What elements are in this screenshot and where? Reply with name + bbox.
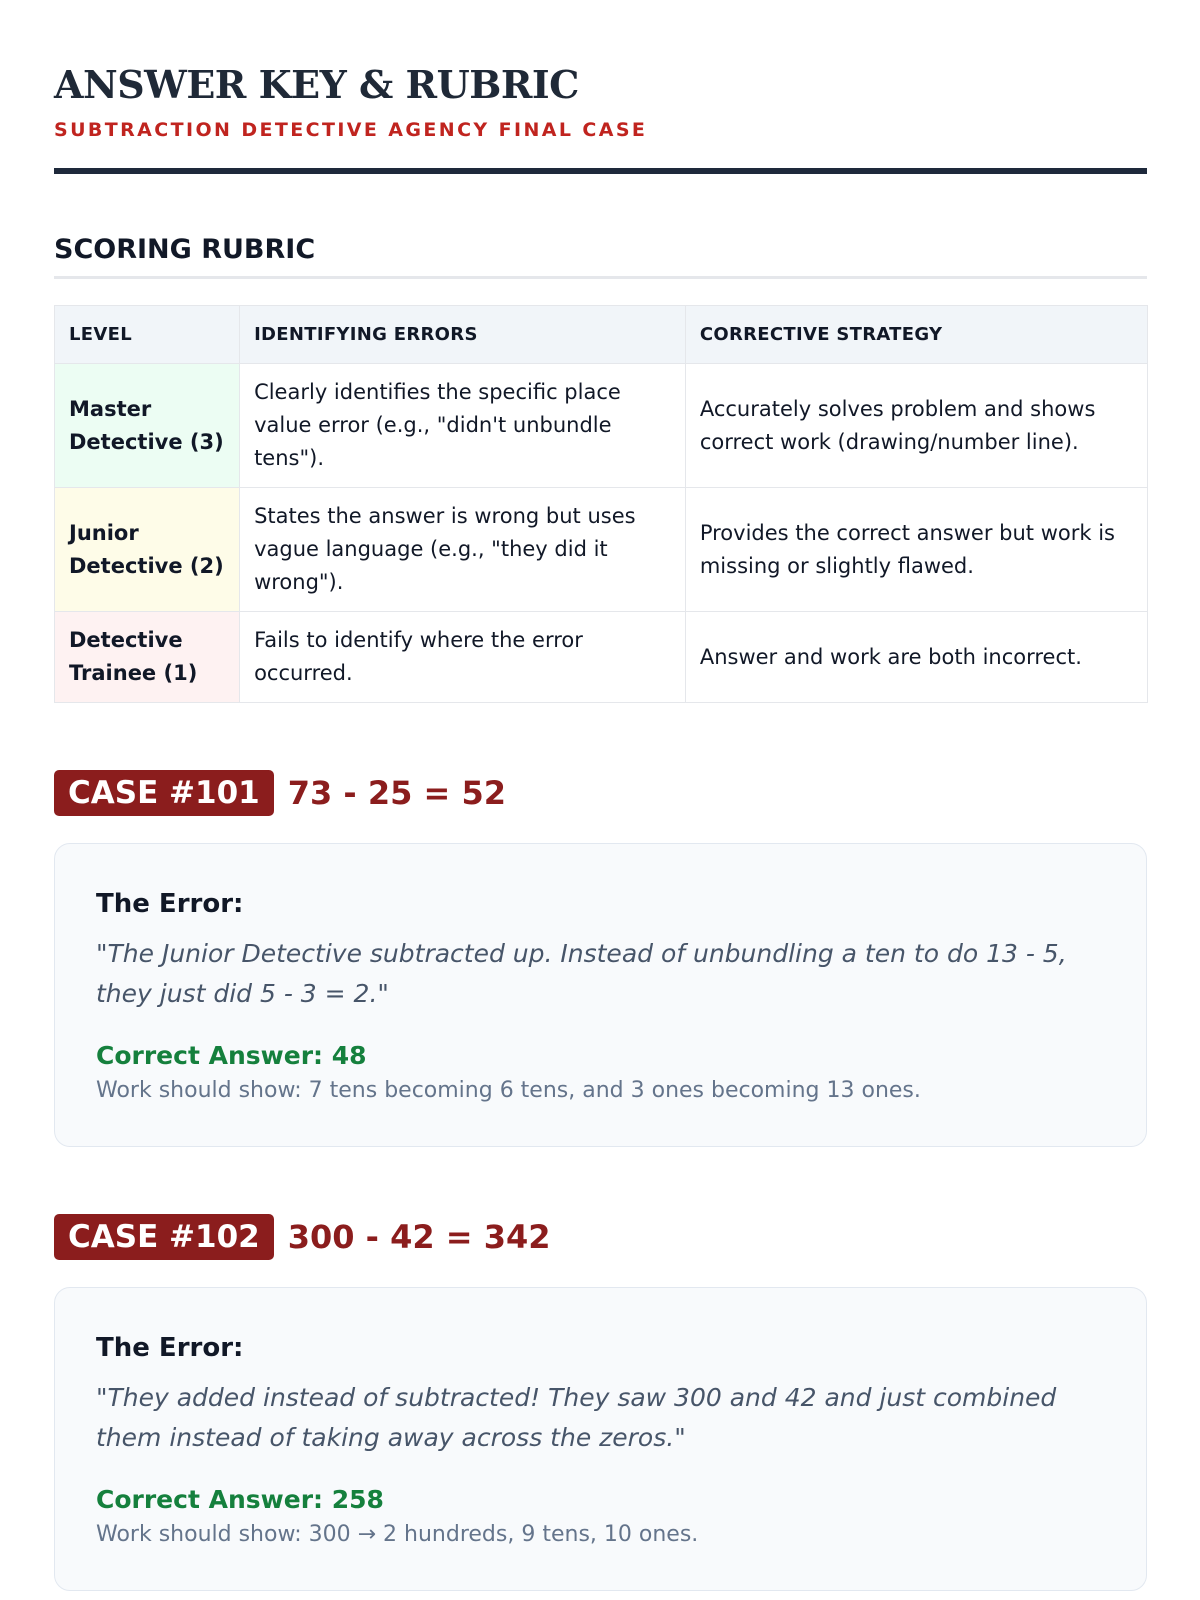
error-quote: "They added instead of subtracted! They saw 300 and 42 and just combined them instead of taking away across the zeros." xyxy=(96,1383,1057,1452)
header-divider xyxy=(54,168,1147,174)
case-badge: CASE #102 xyxy=(54,1214,274,1260)
case-problem: 300 - 42 = 342 xyxy=(287,1218,551,1256)
error-label: The Error: xyxy=(96,889,244,919)
page-title: ANSWER KEY & RUBRIC xyxy=(54,62,579,107)
correct-answer: Correct Answer: 258 xyxy=(96,1485,384,1514)
corrective-strategy-cell: Answer and work are both incorrect. xyxy=(685,612,1147,703)
level-cell-junior: Junior Detective (2) xyxy=(55,488,240,612)
identifying-errors-cell: States the answer is wrong but uses vague language (e.g., "they did it wrong"). xyxy=(240,488,686,612)
table-row xyxy=(55,488,1148,612)
case-card xyxy=(54,1287,1147,1591)
level-cell-trainee: Detective Trainee (1) xyxy=(55,612,240,703)
case-102 xyxy=(54,1213,1147,1591)
rubric-table xyxy=(54,305,1148,703)
corrective-strategy-cell: Provides the correct answer but work is missing or slightly flawed. xyxy=(685,488,1147,612)
identifying-errors-cell: Fails to identify where the error occurred. xyxy=(240,612,686,703)
case-problem: 73 - 25 = 52 xyxy=(287,774,506,812)
error-label: The Error: xyxy=(96,1333,244,1363)
column-header-corrective-strategy: CORRECTIVE STRATEGY xyxy=(685,306,1147,364)
rubric-header-row xyxy=(55,306,1148,364)
identifying-errors-cell: Clearly identifies the specific place value error (e.g., "didn't unbundle tens"). xyxy=(240,364,686,488)
case-101 xyxy=(54,769,1147,1147)
correct-answer: Correct Answer: 48 xyxy=(96,1041,367,1070)
table-row xyxy=(55,612,1148,703)
case-header xyxy=(54,1213,1147,1261)
column-header-identifying-errors: IDENTIFYING ERRORS xyxy=(240,306,686,364)
rubric-section-title: SCORING RUBRIC xyxy=(54,232,1147,279)
table-row xyxy=(55,364,1148,488)
page-subtitle: SUBTRACTION DETECTIVE AGENCY FINAL CASE xyxy=(54,119,648,141)
case-header xyxy=(54,769,1147,817)
error-quote: "The Junior Detective subtracted up. Instead of unbundling a ten to do 13 - 5, they just did 5 - 3 = 2." xyxy=(96,939,1067,1008)
work-note: Work should show: 300 → 2 hundreds, 9 tens, 10 ones. xyxy=(96,1522,699,1547)
case-card xyxy=(54,843,1147,1147)
column-header-level: LEVEL xyxy=(55,306,240,364)
corrective-strategy-cell: Accurately solves problem and shows correct work (drawing/number line). xyxy=(685,364,1147,488)
level-cell-master: Master Detective (3) xyxy=(55,364,240,488)
work-note: Work should show: 7 tens becoming 6 tens, and 3 ones becoming 13 ones. xyxy=(96,1078,921,1103)
case-badge: CASE #101 xyxy=(54,770,274,816)
document-header xyxy=(54,54,1147,144)
